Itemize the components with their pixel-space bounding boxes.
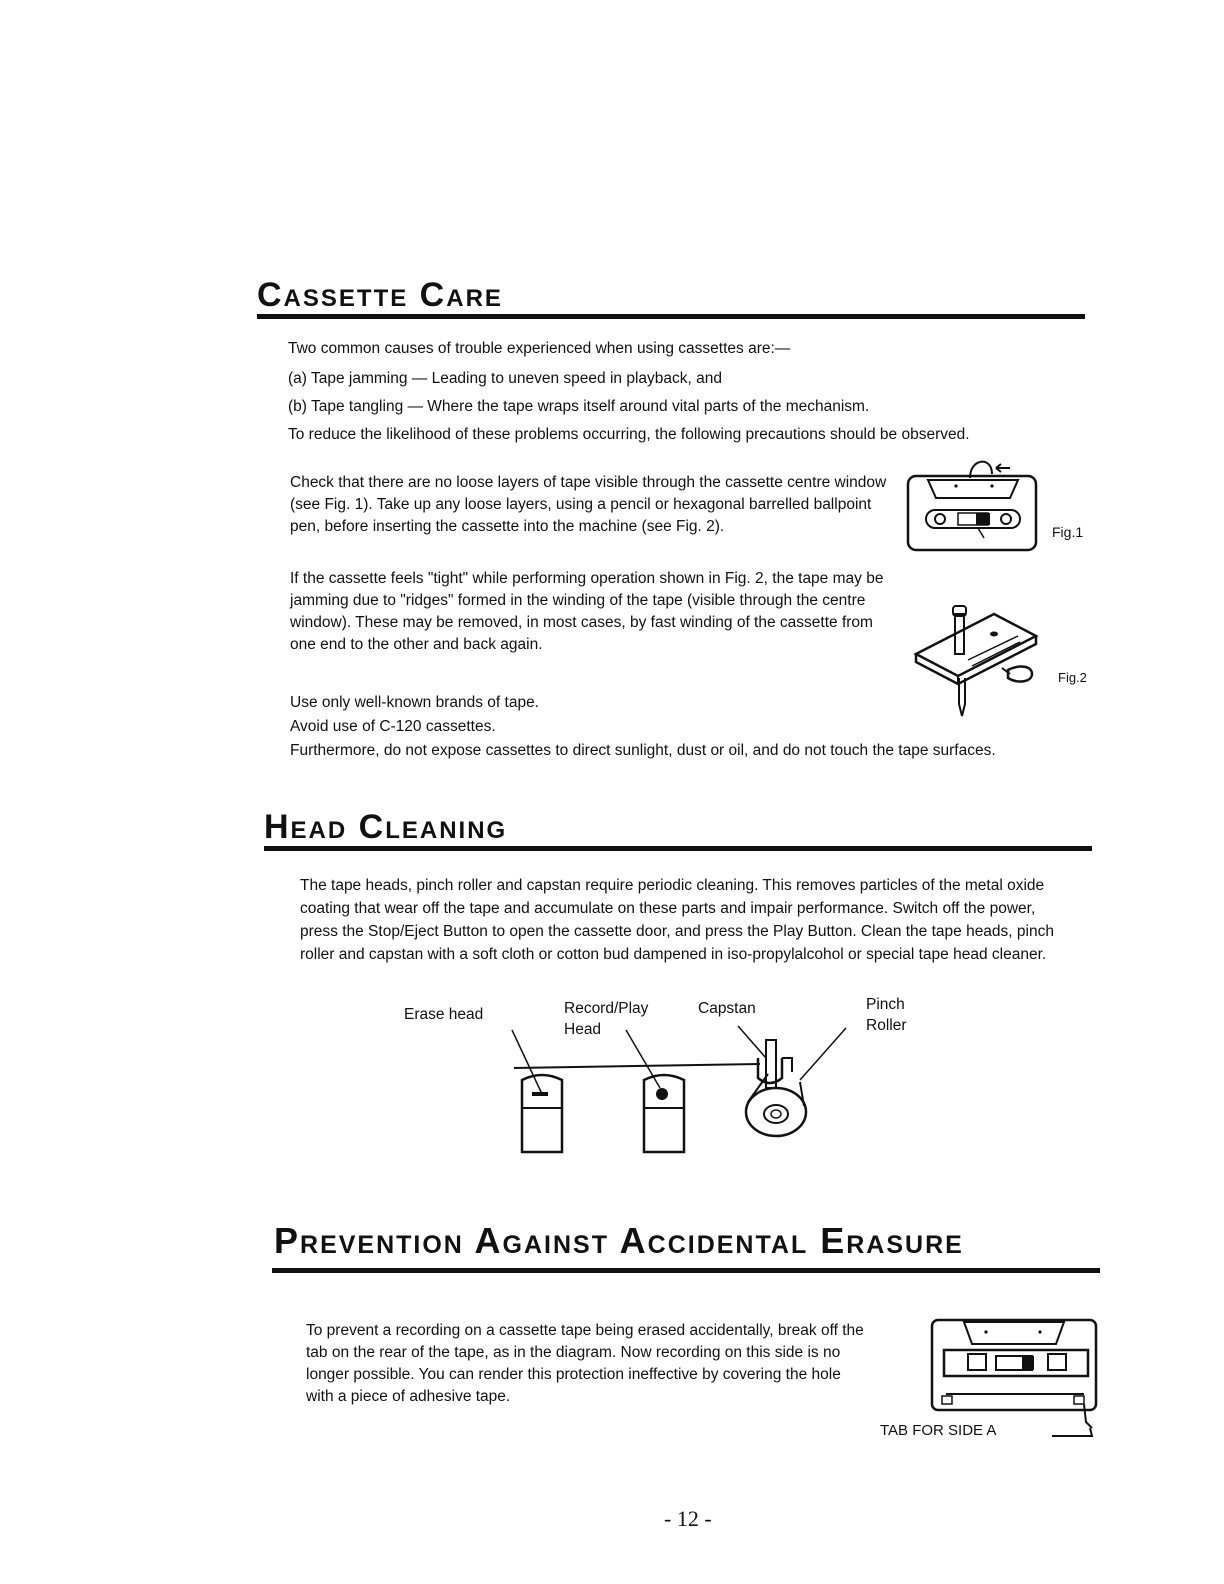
cassette-care-item-a: (a) Tape jamming — Leading to uneven speed in playback, and bbox=[288, 370, 722, 387]
fig1-cassette-illustration bbox=[900, 448, 1045, 558]
cassette-tab-illustration bbox=[924, 1310, 1104, 1440]
erase-head-label: Erase head bbox=[404, 1006, 484, 1023]
prevention-heading: Prevention Against Accidental Erasure bbox=[274, 1220, 964, 1261]
tape-head-diagram bbox=[500, 1018, 860, 1164]
head-cleaning-body: The tape heads, pinch roller and capstan require periodic cleaning. This removes particles of the metal oxide coating that wear off the tape and accumulate on these parts and impair performance. Switch off the power, press the Stop/Eject Button to open the cassette door, and press the Play Button. Clean the tape heads, pinch roller and capstan with a soft cloth or cotton bud dampened in iso-propylalcohol or special tape head cleaner. bbox=[300, 877, 1054, 963]
fig2-pencil-winding-illustration bbox=[908, 600, 1058, 720]
cassette-care-item-b: (b) Tape tangling — Where the tape wraps itself around vital parts of the mechanism. bbox=[288, 398, 870, 415]
cassette-care-tight: If the cassette feels "tight" while performing operation shown in Fig. 2, the tape may be jamming due to "ridges" formed in the winding of the tape (visible through the centre window). These may be removed, in most cases, by fast winding of the cassette from one end to the other and back again. bbox=[290, 570, 884, 653]
record-play-label-line2: Head bbox=[564, 1021, 602, 1038]
record-play-label-line1: Record/Play bbox=[564, 1000, 649, 1017]
cassette-care-reduce: To reduce the likelihood of these problems occurring, the following precautions should be observed. bbox=[288, 426, 970, 443]
capstan-label: Capstan bbox=[698, 1000, 756, 1017]
cassette-care-intro: Two common causes of trouble experienced when using cassettes are:— bbox=[288, 340, 791, 357]
page-number: - 12 - bbox=[664, 1506, 712, 1531]
head-cleaning-heading: Head Cleaning bbox=[264, 808, 508, 846]
cassette-care-brands: Use only well-known brands of tape. bbox=[290, 694, 539, 711]
cassette-care-check: Check that there are no loose layers of tape visible through the cassette centre window (see Fig. 1). Take up any loose layers, using a pencil or hexagonal barrelled ballpoint pen, before inserting the cassette into the machine (see Fig. 2). bbox=[290, 474, 887, 535]
head-cleaning-rule bbox=[264, 846, 1092, 851]
pinch-roller-label-line1: Pinch bbox=[866, 996, 905, 1013]
cassette-care-furthermore: Furthermore, do not expose cassettes to direct sunlight, dust or oil, and do not touch the tape surfaces. bbox=[290, 742, 996, 759]
tab-for-side-a-label: TAB FOR SIDE A bbox=[880, 1422, 997, 1439]
cassette-care-heading: Cassette Care bbox=[257, 276, 503, 314]
cassette-care-avoid: Avoid use of C-120 cassettes. bbox=[290, 718, 496, 735]
fig1-label: Fig.1 bbox=[1052, 524, 1084, 540]
pinch-roller-label bbox=[866, 994, 906, 1036]
pinch-roller-label-line2: Roller bbox=[866, 1017, 907, 1034]
fig2-label: Fig.2 bbox=[1058, 670, 1087, 685]
prevention-rule bbox=[272, 1268, 1100, 1273]
cassette-care-rule bbox=[257, 314, 1085, 319]
prevention-body: To prevent a recording on a cassette tape being erased accidentally, break off the tab on the rear of the tape, as in the diagram. Now recording on this side is no longer possible. You can render this protection ineffective by covering the hole with a piece of adhesive tape. bbox=[306, 1322, 864, 1405]
